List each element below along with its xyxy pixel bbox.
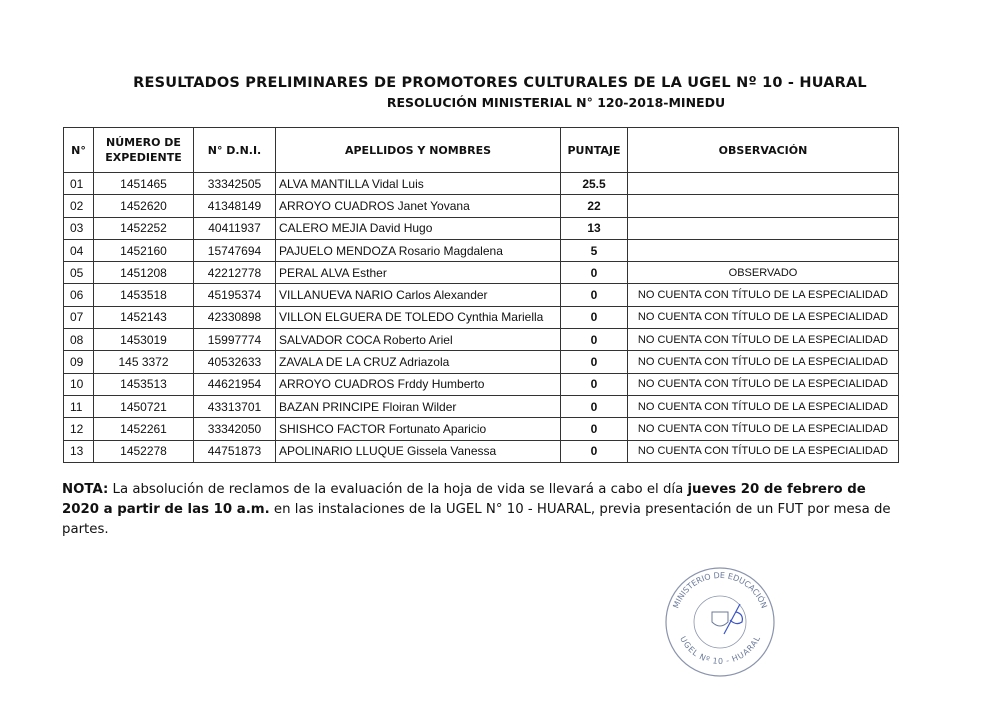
cell-puntaje: 13 — [561, 217, 628, 239]
cell-puntaje: 0 — [561, 262, 628, 284]
nota-paragraph — [62, 480, 892, 540]
cell-dni: 33342505 — [194, 173, 276, 195]
cell-dni: 42212778 — [194, 262, 276, 284]
cell-observacion — [628, 239, 899, 261]
cell-dni: 40411937 — [194, 217, 276, 239]
cell-nombre: BAZAN PRINCIPE Floiran Wilder — [276, 395, 561, 417]
cell-observacion — [628, 173, 899, 195]
cell-observacion: NO CUENTA CON TÍTULO DE LA ESPECIALIDAD — [628, 306, 899, 328]
cell-puntaje: 0 — [561, 373, 628, 395]
cell-observacion: NO CUENTA CON TÍTULO DE LA ESPECIALIDAD — [628, 440, 899, 462]
cell-puntaje: 0 — [561, 395, 628, 417]
cell-n: 13 — [64, 440, 94, 462]
cell-dni: 44751873 — [194, 440, 276, 462]
cell-dni: 43313701 — [194, 395, 276, 417]
cell-nombre: SHISHCO FACTOR Fortunato Aparicio — [276, 418, 561, 440]
cell-observacion: NO CUENTA CON TÍTULO DE LA ESPECIALIDAD — [628, 284, 899, 306]
cell-nombre: ARROYO CUADROS Janet Yovana — [276, 195, 561, 217]
header-expediente-line1: NÚMERO DE — [106, 136, 181, 149]
cell-n: 04 — [64, 239, 94, 261]
document-title: RESULTADOS PRELIMINARES DE PROMOTORES CULTURALES DE LA UGEL Nº 10 - HUARAL — [133, 75, 867, 91]
cell-dni: 44621954 — [194, 373, 276, 395]
nota-date: jueves 20 de febrero de 2020 a partir de las 10 a.m. — [62, 482, 866, 517]
cell-expediente: 1452160 — [94, 239, 194, 261]
cell-expediente: 1452143 — [94, 306, 194, 328]
header-n: N° — [64, 128, 94, 173]
cell-expediente: 1451208 — [94, 262, 194, 284]
cell-puntaje: 0 — [561, 329, 628, 351]
table-row — [64, 284, 899, 306]
seal-outer-text: MINISTERIO DE EDUCACIÓN — [671, 570, 769, 610]
header-observacion: OBSERVACIÓN — [628, 128, 899, 173]
cell-nombre: SALVADOR COCA Roberto Ariel — [276, 329, 561, 351]
header-expediente — [94, 128, 194, 173]
cell-n: 05 — [64, 262, 94, 284]
cell-expediente: 1452620 — [94, 195, 194, 217]
cell-n: 03 — [64, 217, 94, 239]
nota-text-1: La absolución de reclamos de la evaluación de la hoja de vida se llevará a cabo el día — [108, 482, 688, 497]
table-header-row — [64, 128, 899, 173]
cell-nombre: PAJUELO MENDOZA Rosario Magdalena — [276, 239, 561, 261]
cell-n: 06 — [64, 284, 94, 306]
cell-expediente: 1453513 — [94, 373, 194, 395]
cell-observacion — [628, 195, 899, 217]
cell-expediente: 1452261 — [94, 418, 194, 440]
cell-expediente: 1452278 — [94, 440, 194, 462]
cell-n: 12 — [64, 418, 94, 440]
cell-n: 10 — [64, 373, 94, 395]
header-puntaje: PUNTAJE — [561, 128, 628, 173]
header-nombres: APELLIDOS Y NOMBRES — [276, 128, 561, 173]
cell-nombre: PERAL ALVA Esther — [276, 262, 561, 284]
cell-expediente: 1450721 — [94, 395, 194, 417]
nota-label: NOTA: — [62, 482, 109, 497]
table-row — [64, 173, 899, 195]
cell-puntaje: 0 — [561, 418, 628, 440]
cell-nombre: VILLANUEVA NARIO Carlos Alexander — [276, 284, 561, 306]
table-row — [64, 373, 899, 395]
table-row — [64, 395, 899, 417]
table-row — [64, 440, 899, 462]
cell-n: 01 — [64, 173, 94, 195]
table-row — [64, 418, 899, 440]
cell-puntaje: 0 — [561, 440, 628, 462]
cell-observacion: OBSERVADO — [628, 262, 899, 284]
cell-nombre: ZAVALA DE LA CRUZ Adriazola — [276, 351, 561, 373]
cell-puntaje: 0 — [561, 284, 628, 306]
cell-puntaje: 0 — [561, 306, 628, 328]
nota-text-2: en las instalaciones de la UGEL N° 10 - HUARAL, previa presentación de un FUT por mesa de partes. — [62, 502, 891, 537]
cell-n: 07 — [64, 306, 94, 328]
seal-bottom-text: UGEL Nº 10 - HUARAL — [678, 634, 762, 666]
table-row — [64, 329, 899, 351]
table-row — [64, 351, 899, 373]
cell-puntaje: 5 — [561, 239, 628, 261]
cell-puntaje: 22 — [561, 195, 628, 217]
cell-dni: 15747694 — [194, 239, 276, 261]
cell-nombre: CALERO MEJIA David Hugo — [276, 217, 561, 239]
header-expediente-line2: EXPEDIENTE — [105, 151, 182, 164]
cell-n: 09 — [64, 351, 94, 373]
header-dni: N° D.N.I. — [194, 128, 276, 173]
cell-dni: 15997774 — [194, 329, 276, 351]
cell-n: 08 — [64, 329, 94, 351]
cell-expediente: 1452252 — [94, 217, 194, 239]
cell-observacion: NO CUENTA CON TÍTULO DE LA ESPECIALIDAD — [628, 373, 899, 395]
cell-n: 02 — [64, 195, 94, 217]
document-subtitle: RESOLUCIÓN MINISTERIAL N° 120-2018-MINEDU — [386, 95, 726, 110]
cell-expediente: 1453019 — [94, 329, 194, 351]
table-row — [64, 262, 899, 284]
table-row — [64, 195, 899, 217]
cell-puntaje: 25.5 — [561, 173, 628, 195]
cell-nombre: ARROYO CUADROS Frddy Humberto — [276, 373, 561, 395]
cell-observacion: NO CUENTA CON TÍTULO DE LA ESPECIALIDAD — [628, 395, 899, 417]
cell-dni: 33342050 — [194, 418, 276, 440]
cell-nombre: VILLON ELGUERA DE TOLEDO Cynthia Mariella — [276, 306, 561, 328]
cell-dni: 42330898 — [194, 306, 276, 328]
cell-observacion: NO CUENTA CON TÍTULO DE LA ESPECIALIDAD — [628, 418, 899, 440]
results-table — [63, 127, 899, 463]
table-row — [64, 306, 899, 328]
cell-nombre: ALVA MANTILLA Vidal Luis — [276, 173, 561, 195]
cell-observacion: NO CUENTA CON TÍTULO DE LA ESPECIALIDAD — [628, 351, 899, 373]
cell-expediente: 1453518 — [94, 284, 194, 306]
cell-dni: 45195374 — [194, 284, 276, 306]
cell-dni: 40532633 — [194, 351, 276, 373]
cell-observacion — [628, 217, 899, 239]
cell-dni: 41348149 — [194, 195, 276, 217]
table-row — [64, 239, 899, 261]
cell-expediente: 145 3372 — [94, 351, 194, 373]
cell-n: 11 — [64, 395, 94, 417]
official-seal-icon — [664, 566, 776, 678]
cell-observacion: NO CUENTA CON TÍTULO DE LA ESPECIALIDAD — [628, 329, 899, 351]
cell-expediente: 1451465 — [94, 173, 194, 195]
cell-nombre: APOLINARIO LLUQUE Gissela Vanessa — [276, 440, 561, 462]
table-row — [64, 217, 899, 239]
cell-puntaje: 0 — [561, 351, 628, 373]
